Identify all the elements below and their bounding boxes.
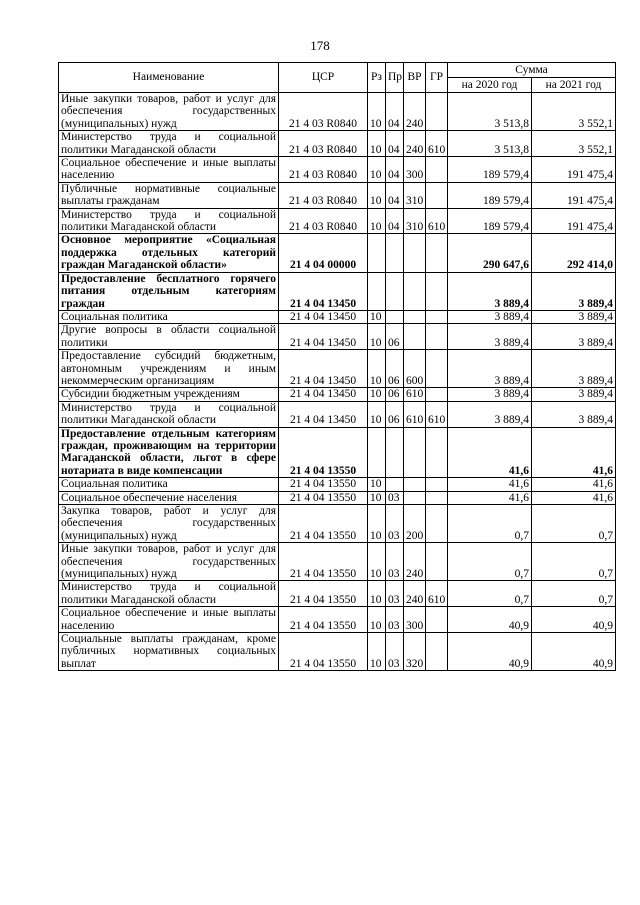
cell-y2020: 3 513,8 <box>448 93 532 131</box>
cell-pr: 04 <box>386 182 404 208</box>
table-row <box>59 131 616 157</box>
cell-csr: 21 4 04 13550 <box>279 505 368 543</box>
header-csr: ЦСР <box>279 63 368 93</box>
cell-name: Другие вопросы в области социальной политики <box>59 324 279 350</box>
cell-pr <box>386 234 404 272</box>
cell-y2021: 3 889,4 <box>532 388 616 401</box>
cell-csr: 21 4 04 00000 <box>279 234 368 272</box>
page-number: 178 <box>310 38 330 53</box>
cell-vr <box>404 310 426 323</box>
cell-gr <box>426 388 448 401</box>
cell-y2020: 3 513,8 <box>448 131 532 157</box>
cell-gr <box>426 234 448 272</box>
cell-pr <box>386 427 404 478</box>
cell-y2021: 191 475,4 <box>532 208 616 234</box>
cell-csr: 21 4 03 R0840 <box>279 182 368 208</box>
cell-vr: 240 <box>404 93 426 131</box>
cell-y2020: 3 889,4 <box>448 401 532 427</box>
cell-y2020: 290 647,6 <box>448 234 532 272</box>
header-name: Наименование <box>59 63 279 93</box>
cell-gr <box>426 350 448 388</box>
cell-pr: 04 <box>386 157 404 183</box>
table-row <box>59 234 616 272</box>
cell-vr: 320 <box>404 633 426 671</box>
cell-pr <box>386 272 404 310</box>
cell-name: Предоставление отдельным категориям граждан, проживающим на территории Магаданской области, льгот в сфере нотариата в виде компенсации <box>59 427 279 478</box>
cell-rz <box>368 234 386 272</box>
table-row <box>59 505 616 543</box>
cell-gr <box>426 633 448 671</box>
cell-y2021: 191 475,4 <box>532 182 616 208</box>
table-row <box>59 208 616 234</box>
cell-y2020: 3 889,4 <box>448 272 532 310</box>
cell-gr: 610 <box>426 131 448 157</box>
cell-vr: 300 <box>404 157 426 183</box>
cell-y2021: 3 552,1 <box>532 93 616 131</box>
cell-csr: 21 4 04 13550 <box>279 427 368 478</box>
cell-vr: 610 <box>404 388 426 401</box>
cell-gr <box>426 182 448 208</box>
cell-name: Субсидии бюджетным учреждениям <box>59 388 279 401</box>
table-row <box>59 324 616 350</box>
cell-y2021: 292 414,0 <box>532 234 616 272</box>
cell-y2020: 41,6 <box>448 427 532 478</box>
header-year-2020: на 2020 год <box>448 78 532 93</box>
cell-name: Иные закупки товаров, работ и услуг для обеспечения государственных (муниципальных) нужд <box>59 93 279 131</box>
cell-y2020: 3 889,4 <box>448 388 532 401</box>
cell-name: Министерство труда и социальной политики Магаданской области <box>59 131 279 157</box>
cell-name: Министерство труда и социальной политики Магаданской области <box>59 208 279 234</box>
table-row <box>59 427 616 478</box>
cell-csr: 21 4 04 13450 <box>279 272 368 310</box>
cell-vr <box>404 324 426 350</box>
cell-name: Публичные нормативные социальные выплаты гражданам <box>59 182 279 208</box>
table-row <box>59 581 616 607</box>
table-row <box>59 388 616 401</box>
cell-pr: 04 <box>386 208 404 234</box>
cell-vr: 200 <box>404 505 426 543</box>
table-row <box>59 491 616 504</box>
cell-vr <box>404 272 426 310</box>
cell-csr: 21 4 03 R0840 <box>279 131 368 157</box>
cell-y2021: 0,7 <box>532 505 616 543</box>
cell-vr <box>404 427 426 478</box>
table-row <box>59 607 616 633</box>
cell-name: Социальное обеспечение и иные выплаты населению <box>59 607 279 633</box>
cell-gr <box>426 491 448 504</box>
cell-y2021: 0,7 <box>532 581 616 607</box>
cell-name: Предоставление субсидий бюджетным, автономным учреждениям и иным некоммерческим организациям <box>59 350 279 388</box>
cell-y2021: 3 889,4 <box>532 272 616 310</box>
cell-rz: 10 <box>368 93 386 131</box>
cell-csr: 21 4 04 13550 <box>279 607 368 633</box>
cell-y2020: 41,6 <box>448 491 532 504</box>
table-row <box>59 401 616 427</box>
cell-rz: 10 <box>368 350 386 388</box>
cell-y2020: 0,7 <box>448 505 532 543</box>
cell-csr: 21 4 04 13450 <box>279 350 368 388</box>
table-row <box>59 478 616 491</box>
cell-name: Социальная политика <box>59 478 279 491</box>
cell-vr <box>404 491 426 504</box>
table-body <box>59 93 616 671</box>
cell-gr <box>426 505 448 543</box>
cell-y2020: 3 889,4 <box>448 324 532 350</box>
cell-vr: 300 <box>404 607 426 633</box>
cell-rz: 10 <box>368 157 386 183</box>
cell-vr: 240 <box>404 581 426 607</box>
cell-vr: 240 <box>404 131 426 157</box>
cell-y2021: 41,6 <box>532 491 616 504</box>
header-row-1 <box>59 63 616 78</box>
cell-gr <box>426 607 448 633</box>
cell-name: Министерство труда и социальной политики Магаданской области <box>59 581 279 607</box>
cell-gr <box>426 427 448 478</box>
cell-y2020: 3 889,4 <box>448 350 532 388</box>
cell-y2021: 40,9 <box>532 607 616 633</box>
cell-gr <box>426 478 448 491</box>
cell-pr: 06 <box>386 401 404 427</box>
cell-pr: 04 <box>386 131 404 157</box>
budget-table <box>58 62 616 671</box>
header-rz: Рз <box>368 63 386 93</box>
cell-csr: 21 4 04 13550 <box>279 633 368 671</box>
cell-gr: 610 <box>426 581 448 607</box>
cell-name: Социальное обеспечение населения <box>59 491 279 504</box>
cell-gr <box>426 93 448 131</box>
cell-y2020: 41,6 <box>448 478 532 491</box>
cell-pr: 03 <box>386 633 404 671</box>
cell-gr <box>426 324 448 350</box>
cell-csr: 21 4 04 13450 <box>279 324 368 350</box>
cell-gr <box>426 157 448 183</box>
cell-name: Закупка товаров, работ и услуг для обеспечения государственных (муниципальных) нужд <box>59 505 279 543</box>
cell-rz: 10 <box>368 131 386 157</box>
cell-name: Социальная политика <box>59 310 279 323</box>
cell-y2021: 3 889,4 <box>532 310 616 323</box>
cell-pr: 06 <box>386 324 404 350</box>
cell-vr: 610 <box>404 401 426 427</box>
cell-rz: 10 <box>368 607 386 633</box>
header-gr: ГР <box>426 63 448 93</box>
cell-csr: 21 4 04 13450 <box>279 401 368 427</box>
cell-y2021: 191 475,4 <box>532 157 616 183</box>
cell-pr <box>386 310 404 323</box>
cell-rz: 10 <box>368 310 386 323</box>
cell-y2020: 0,7 <box>448 543 532 581</box>
cell-pr: 03 <box>386 543 404 581</box>
cell-pr: 06 <box>386 388 404 401</box>
cell-gr <box>426 310 448 323</box>
cell-vr <box>404 234 426 272</box>
cell-pr <box>386 478 404 491</box>
cell-csr: 21 4 04 13550 <box>279 581 368 607</box>
cell-rz: 10 <box>368 581 386 607</box>
cell-vr: 310 <box>404 182 426 208</box>
header-vr: ВР <box>404 63 426 93</box>
cell-pr: 04 <box>386 93 404 131</box>
table-row <box>59 157 616 183</box>
cell-y2020: 189 579,4 <box>448 157 532 183</box>
cell-y2020: 3 889,4 <box>448 310 532 323</box>
cell-y2020: 0,7 <box>448 581 532 607</box>
table-row <box>59 543 616 581</box>
cell-csr: 21 4 04 13550 <box>279 491 368 504</box>
cell-name: Основное мероприятие «Социальная поддержка отдельных категорий граждан Магаданской области» <box>59 234 279 272</box>
table-row <box>59 182 616 208</box>
cell-pr: 03 <box>386 607 404 633</box>
cell-rz: 10 <box>368 182 386 208</box>
cell-gr: 610 <box>426 208 448 234</box>
cell-y2021: 0,7 <box>532 543 616 581</box>
cell-y2021: 3 552,1 <box>532 131 616 157</box>
cell-csr: 21 4 04 13450 <box>279 310 368 323</box>
cell-csr: 21 4 04 13550 <box>279 478 368 491</box>
cell-vr: 310 <box>404 208 426 234</box>
table-row <box>59 350 616 388</box>
cell-y2020: 189 579,4 <box>448 182 532 208</box>
cell-y2020: 189 579,4 <box>448 208 532 234</box>
cell-rz <box>368 427 386 478</box>
table-row <box>59 272 616 310</box>
cell-csr: 21 4 04 13450 <box>279 388 368 401</box>
table-row <box>59 633 616 671</box>
table-row <box>59 93 616 131</box>
header-year-2021: на 2021 год <box>532 78 616 93</box>
cell-name: Социальные выплаты гражданам, кроме публичных нормативных социальных выплат <box>59 633 279 671</box>
cell-rz: 10 <box>368 543 386 581</box>
cell-pr: 03 <box>386 581 404 607</box>
cell-csr: 21 4 04 13550 <box>279 543 368 581</box>
header-pr: Пр <box>386 63 404 93</box>
cell-y2021: 40,9 <box>532 633 616 671</box>
cell-rz: 10 <box>368 388 386 401</box>
cell-name: Иные закупки товаров, работ и услуг для обеспечения государственных (муниципальных) нужд <box>59 543 279 581</box>
cell-gr <box>426 272 448 310</box>
cell-name: Министерство труда и социальной политики Магаданской области <box>59 401 279 427</box>
cell-y2021: 3 889,4 <box>532 401 616 427</box>
cell-y2021: 3 889,4 <box>532 350 616 388</box>
table-row <box>59 310 616 323</box>
cell-rz: 10 <box>368 633 386 671</box>
cell-rz: 10 <box>368 208 386 234</box>
cell-vr <box>404 478 426 491</box>
cell-gr: 610 <box>426 401 448 427</box>
cell-rz <box>368 272 386 310</box>
cell-y2020: 40,9 <box>448 607 532 633</box>
cell-rz: 10 <box>368 401 386 427</box>
cell-rz: 10 <box>368 505 386 543</box>
cell-vr: 600 <box>404 350 426 388</box>
cell-name: Предоставление бесплатного горячего питания отдельным категориям граждан <box>59 272 279 310</box>
cell-y2021: 3 889,4 <box>532 324 616 350</box>
cell-gr <box>426 543 448 581</box>
cell-y2021: 41,6 <box>532 478 616 491</box>
cell-y2020: 40,9 <box>448 633 532 671</box>
cell-vr: 240 <box>404 543 426 581</box>
cell-pr: 03 <box>386 491 404 504</box>
cell-rz: 10 <box>368 478 386 491</box>
cell-rz: 10 <box>368 491 386 504</box>
cell-csr: 21 4 03 R0840 <box>279 157 368 183</box>
cell-rz: 10 <box>368 324 386 350</box>
cell-csr: 21 4 03 R0840 <box>279 93 368 131</box>
cell-y2021: 41,6 <box>532 427 616 478</box>
cell-pr: 03 <box>386 505 404 543</box>
cell-pr: 06 <box>386 350 404 388</box>
cell-name: Социальное обеспечение и иные выплаты населению <box>59 157 279 183</box>
header-sum: Сумма <box>448 63 616 78</box>
cell-csr: 21 4 03 R0840 <box>279 208 368 234</box>
